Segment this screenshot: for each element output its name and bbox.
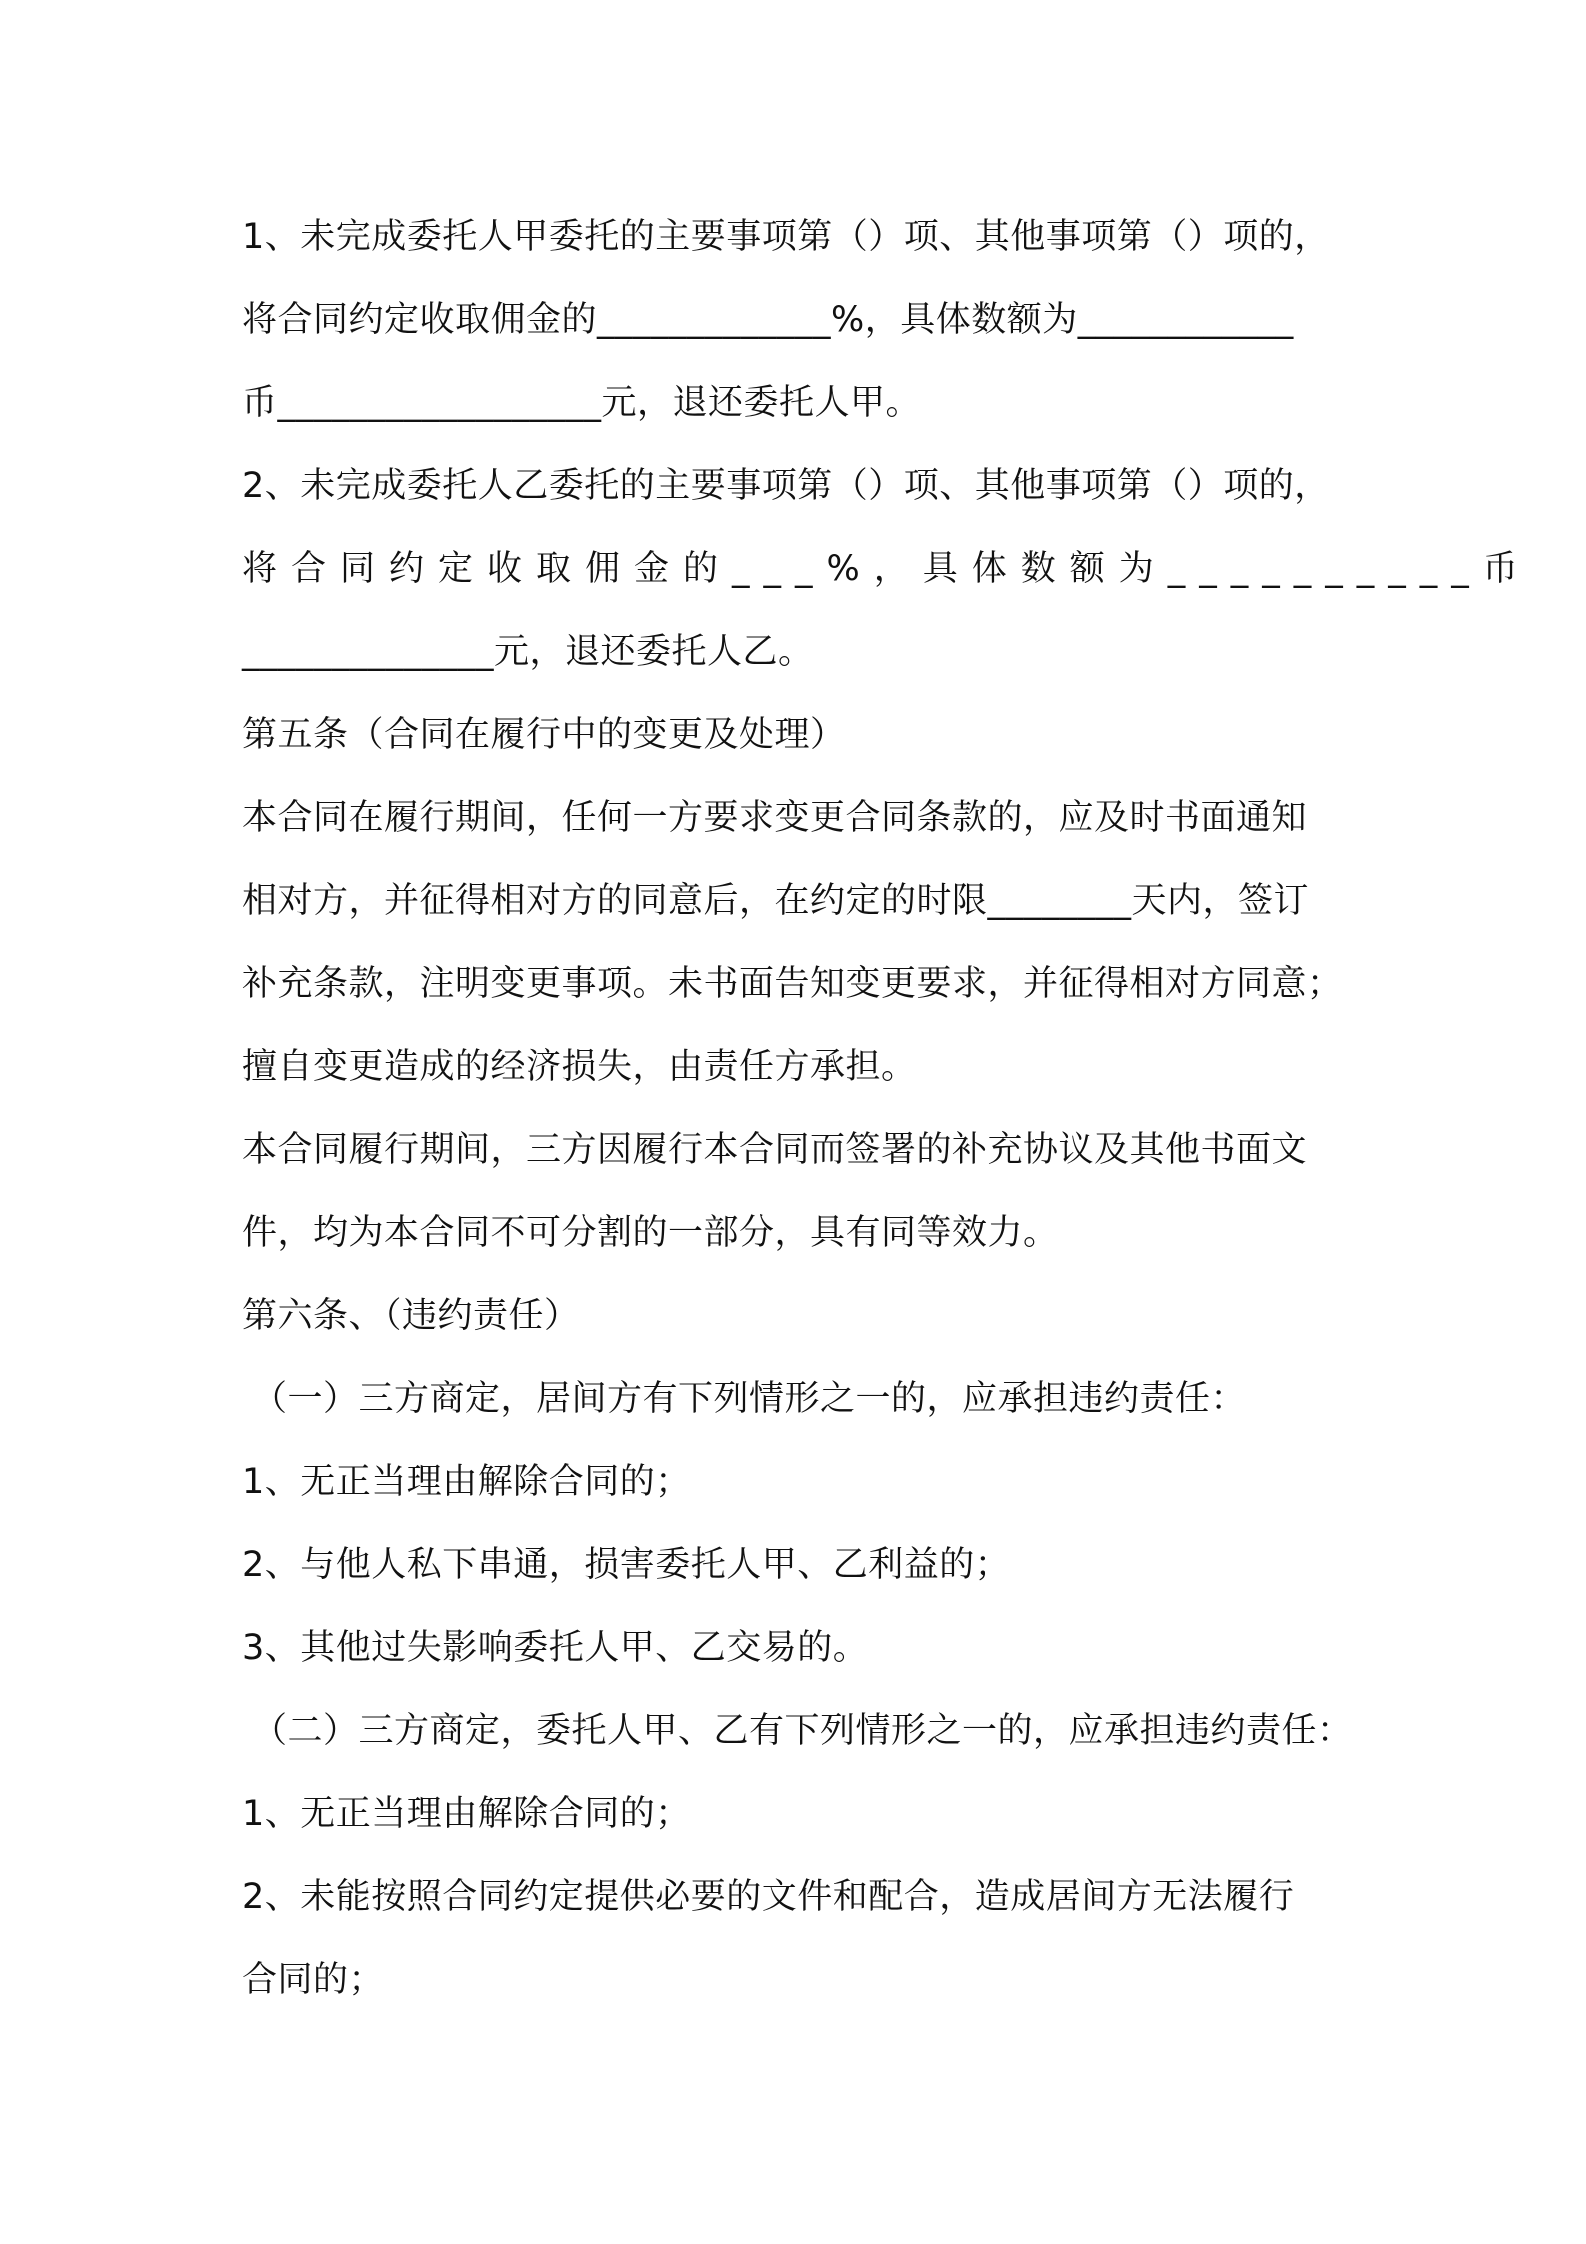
section-heading: 第五条（合同在履行中的变更及处理） xyxy=(242,715,846,755)
list-item: 2、未能按照合同约定提供必要的文件和配合，造成居间方无法履行 xyxy=(242,1877,1295,1917)
clause-line: 将合同约定收取佣金的___%，具体数额为__________币 xyxy=(242,549,1532,589)
clause-line: 2、未完成委托人乙委托的主要事项第（）项、其他事项第（）项的， xyxy=(242,466,1330,506)
paragraph-line: 本合同在履行期间，任何一方要求变更合同条款的，应及时书面通知 xyxy=(242,798,1308,838)
paragraph-line: 本合同履行期间，三方因履行本合同而签署的补充协议及其他书面文 xyxy=(242,1130,1308,1170)
subsection-heading: （二）三方商定，委托人甲、乙有下列情形之一的，应承担违约责任： xyxy=(252,1711,1353,1751)
list-item: 1、无正当理由解除合同的； xyxy=(242,1794,691,1834)
paragraph-line: 相对方，并征得相对方的同意后，在约定的时限________天内，签订 xyxy=(242,881,1310,921)
clause-line: ______________元，退还委托人乙。 xyxy=(242,632,814,672)
section-heading: 第六条、（违约责任） xyxy=(242,1296,580,1336)
paragraph-line: 件，均为本合同不可分割的一部分，具有同等效力。 xyxy=(242,1213,1059,1253)
list-item: 1、无正当理由解除合同的； xyxy=(242,1462,691,1502)
clause-line: 币__________________元，退还委托人甲。 xyxy=(242,383,922,423)
list-item: 合同的； xyxy=(242,1960,385,2000)
clause-line: 1、未完成委托人甲委托的主要事项第（）项、其他事项第（）项的， xyxy=(242,217,1330,257)
subsection-heading: （一）三方商定，居间方有下列情形之一的，应承担违约责任： xyxy=(252,1379,1247,1419)
clause-line: 将合同约定收取佣金的_____________%，具体数额为____________ xyxy=(242,300,1294,340)
list-item: 3、其他过失影响委托人甲、乙交易的。 xyxy=(242,1628,869,1668)
paragraph-line: 补充条款，注明变更事项。未书面告知变更要求，并征得相对方同意； xyxy=(242,964,1343,1004)
document-body xyxy=(242,196,1532,2022)
list-item: 2、与他人私下串通，损害委托人甲、乙利益的； xyxy=(242,1545,1011,1585)
paragraph-line: 擅自变更造成的经济损失，由责任方承担。 xyxy=(242,1047,917,1087)
